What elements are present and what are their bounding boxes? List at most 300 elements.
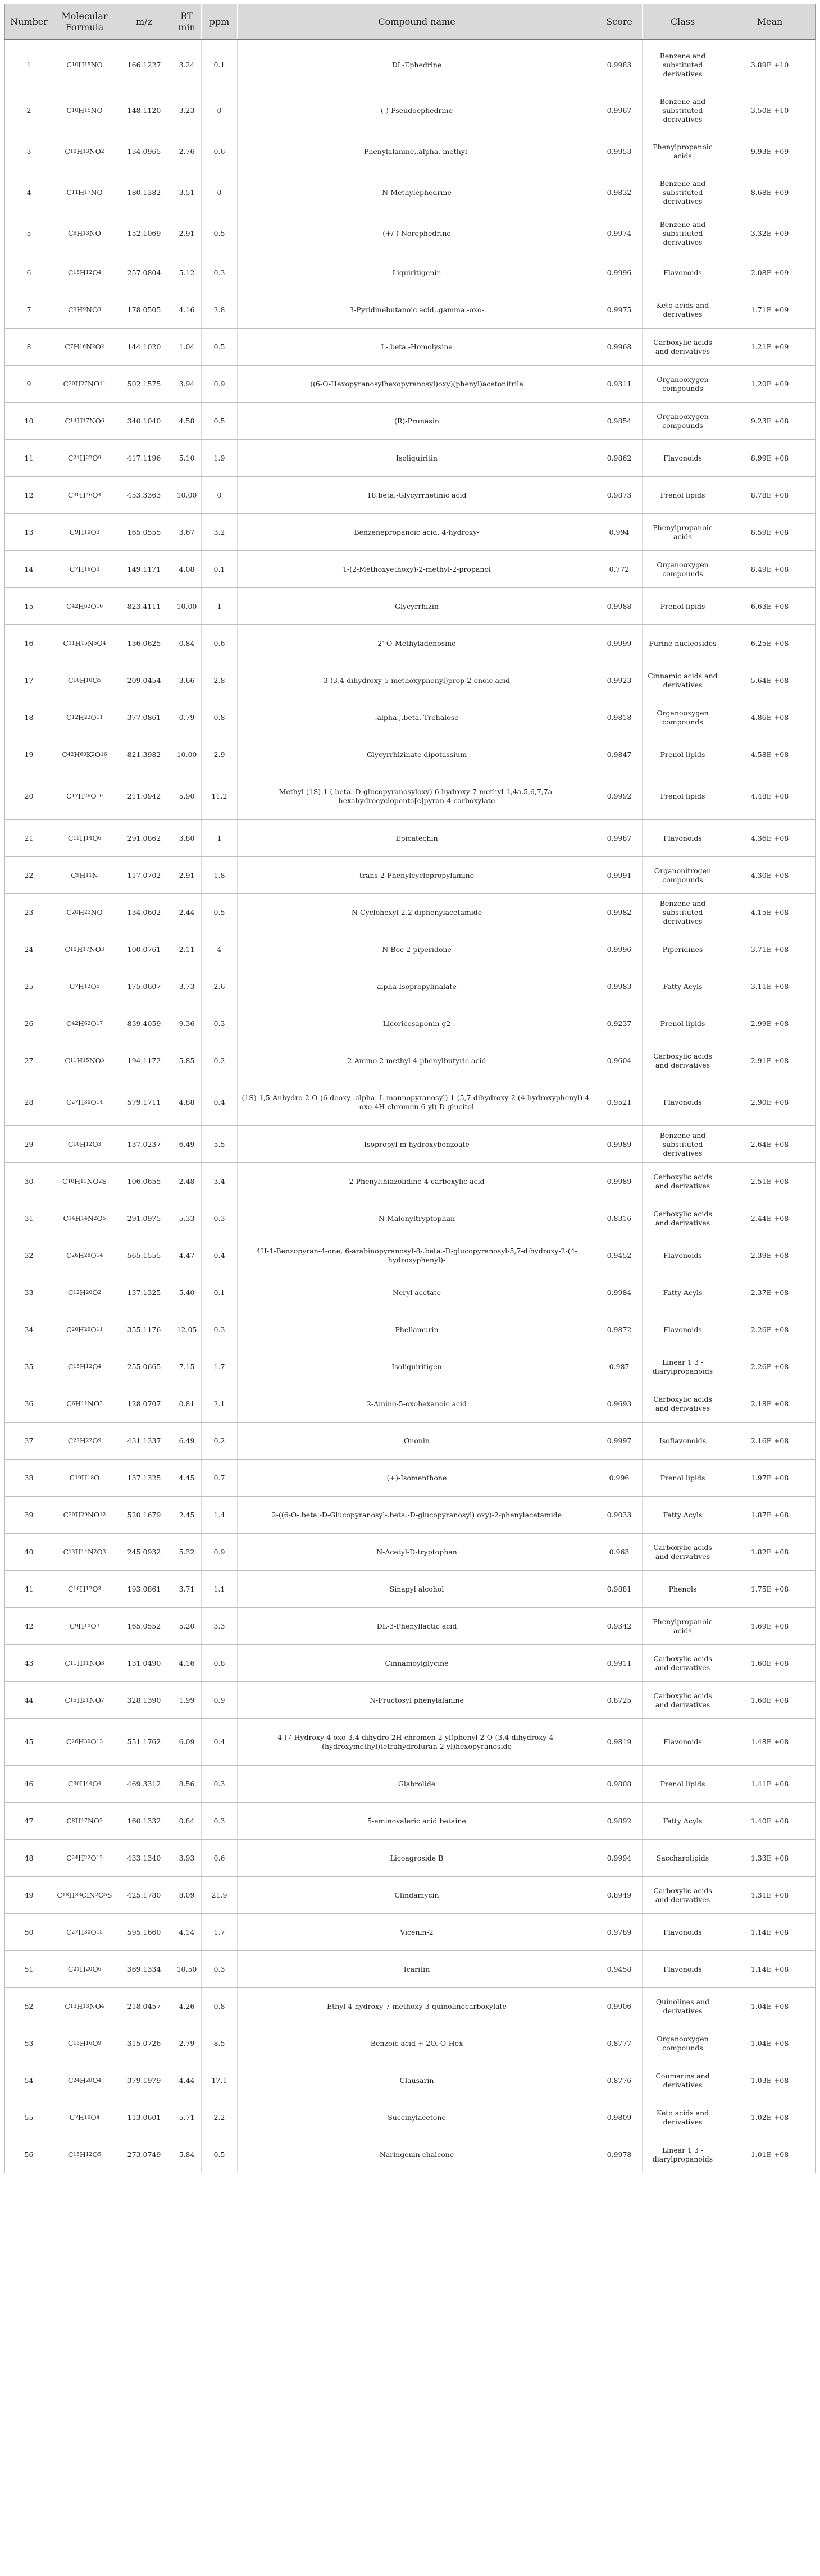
cell-class: Quinolines and derivatives xyxy=(643,1988,723,2025)
cell-class: Keto acids and derivatives xyxy=(643,2099,723,2136)
cell-mz: 113.0601 xyxy=(116,2099,172,2136)
cell-score: 0.9923 xyxy=(596,662,643,699)
cell-rt: 5.20 xyxy=(172,1608,202,1644)
cell-mz: 128.0707 xyxy=(116,1385,172,1422)
cell-rt: 2.79 xyxy=(172,2025,202,2062)
cell-class: Benzene and substituted derivatives xyxy=(643,90,723,131)
cell-rt: 4.16 xyxy=(172,1645,202,1681)
cell-score: 0.9983 xyxy=(596,968,643,1005)
cell-formula: C 10 H 15 NO xyxy=(53,40,116,90)
cell-formula: C 9 H 10 O 3 xyxy=(53,514,116,550)
cell-formula: C 20 H 23 NO xyxy=(53,894,116,931)
cell-mz: 160.1332 xyxy=(116,1803,172,1839)
cell-compound-name: Isoliquiritin xyxy=(238,440,596,476)
cell-formula: C 7 H 10 O 4 xyxy=(53,2099,116,2136)
cell-mean: 1.75E +08 xyxy=(750,1584,789,1593)
table-row xyxy=(4,1497,816,1534)
table-row xyxy=(4,1840,816,1877)
cell-compound-name: Benzoic acid + 2O, O-Hex xyxy=(238,2025,596,2062)
cell-number: 7 xyxy=(5,291,53,328)
cell-class: Linear 1 3 - diarylpropanoids xyxy=(643,1348,723,1385)
cell-mz: 194.1172 xyxy=(116,1042,172,1079)
cell-formula: C 13 H 13 NO 4 xyxy=(53,1988,116,2025)
table-row xyxy=(4,1682,816,1719)
cell-compound-name: 1-(2-Methoxyethoxy)-2-methyl-2-propanol xyxy=(238,551,596,587)
cell-score: 0.9342 xyxy=(596,1608,643,1644)
cell-class: Coumarins and derivatives xyxy=(643,2062,723,2099)
cell-mz: 502.1575 xyxy=(116,366,172,402)
cell-rt: 2.44 xyxy=(172,894,202,931)
cell-compound-name: Icaritin xyxy=(238,1951,596,1987)
cell-number: 43 xyxy=(5,1645,53,1681)
cell-score: 0.9991 xyxy=(596,857,643,893)
cell-mean: 1.97E +08 xyxy=(750,1473,789,1482)
cell-formula: C 10 H 18 O xyxy=(53,1460,116,1496)
table-row xyxy=(4,1719,816,1766)
cell-mz: 595.1660 xyxy=(116,1914,172,1950)
table-row xyxy=(4,2062,816,2099)
cell-formula: C 21 H 20 O 6 xyxy=(53,1951,116,1987)
table-row xyxy=(4,514,816,551)
cell-score: 0.9832 xyxy=(596,172,643,213)
cell-number: 50 xyxy=(5,1914,53,1950)
cell-compound-name: Glabrolide xyxy=(238,1766,596,1802)
cell-mean: 2.51E +08 xyxy=(750,1177,789,1186)
cell-ppm: 0.7 xyxy=(202,1460,238,1496)
cell-mean: 4.58E +08 xyxy=(750,750,789,759)
cell-compound-name: Isoliquiritigen xyxy=(238,1348,596,1385)
cell-score: 0.9996 xyxy=(596,254,643,291)
cell-compound-name: Ethyl 4-hydroxy-7-methoxy-3-quinolinecarboxylate xyxy=(238,1988,596,2025)
header-class: Class xyxy=(643,4,723,39)
cell-class: Purine nucleosides xyxy=(643,625,723,662)
cell-class: Flavonoids xyxy=(643,1311,723,1348)
cell-compound-name: 3-Pyridinebutanoic acid,.gamma.-oxo- xyxy=(238,291,596,328)
cell-mean: 3.71E +08 xyxy=(750,945,789,954)
cell-mean: 8.59E +08 xyxy=(750,527,789,536)
cell-mz: 340.1040 xyxy=(116,403,172,439)
cell-ppm: 1.8 xyxy=(202,857,238,893)
header-number: Number xyxy=(5,4,53,39)
cell-score: 0.8316 xyxy=(596,1200,643,1237)
cell-score: 0.9984 xyxy=(596,1274,643,1311)
table-row xyxy=(4,366,816,403)
cell-mz: 433.1340 xyxy=(116,1840,172,1876)
cell-class: Benzene and substituted derivatives xyxy=(643,894,723,931)
cell-formula: C 6 H 11 NO 3 xyxy=(53,1385,116,1422)
cell-score: 0.9458 xyxy=(596,1951,643,1987)
cell-mz: 209.0454 xyxy=(116,662,172,699)
cell-class: Carboxylic acids and derivatives xyxy=(643,1877,723,1913)
cell-mz: 379.1979 xyxy=(116,2062,172,2099)
cell-formula: C 15 H 14 O 6 xyxy=(53,820,116,856)
cell-rt: 2.76 xyxy=(172,131,202,172)
cell-rt: 3.23 xyxy=(172,90,202,131)
cell-ppm: 0.2 xyxy=(202,1423,238,1459)
cell-rt: 10.00 xyxy=(172,736,202,773)
cell-mz: 134.0965 xyxy=(116,131,172,172)
cell-mean: 2.18E +08 xyxy=(750,1399,789,1408)
cell-compound-name: Ononin xyxy=(238,1423,596,1459)
table-row xyxy=(4,551,816,588)
cell-mean: 3.32E +09 xyxy=(750,229,789,238)
table-row xyxy=(4,1608,816,1645)
cell-ppm: 1.7 xyxy=(202,1914,238,1950)
cell-mz: 136.0625 xyxy=(116,625,172,662)
cell-formula: C 15 H 21 NO 7 xyxy=(53,1682,116,1718)
cell-ppm: 3.3 xyxy=(202,1608,238,1644)
cell-number: 10 xyxy=(5,403,53,439)
cell-ppm: 0 xyxy=(202,90,238,131)
cell-mz: 431.1337 xyxy=(116,1423,172,1459)
cell-mz: 165.0552 xyxy=(116,1608,172,1644)
cell-mean: 2.16E +08 xyxy=(750,1436,789,1445)
header-mean: Mean xyxy=(757,16,783,27)
cell-mz: 369.1334 xyxy=(116,1951,172,1987)
cell-ppm: 17.1 xyxy=(202,2062,238,2099)
cell-mean: 4.30E +08 xyxy=(750,870,789,879)
cell-class: Prenol lipids xyxy=(643,477,723,513)
cell-mean: 1.33E +08 xyxy=(750,1853,789,1862)
cell-compound-name: N-Boc-2-piperidone xyxy=(238,931,596,968)
cell-rt: 9.36 xyxy=(172,1005,202,1042)
cell-score: 0.9789 xyxy=(596,1914,643,1950)
cell-score: 0.8776 xyxy=(596,2062,643,2099)
table-row xyxy=(4,2099,816,2136)
header-score: Score xyxy=(596,4,643,39)
cell-mean: 1.87E +08 xyxy=(750,1510,789,1519)
cell-rt: 3.93 xyxy=(172,1840,202,1876)
cell-mean: 1.48E +08 xyxy=(750,1738,789,1746)
cell-rt: 1.04 xyxy=(172,329,202,365)
cell-ppm: 21.9 xyxy=(202,1877,238,1913)
cell-mz: 821.3982 xyxy=(116,736,172,773)
cell-ppm: 0.6 xyxy=(202,131,238,172)
cell-score: 0.9953 xyxy=(596,131,643,172)
table-row xyxy=(4,1348,816,1385)
cell-formula: C 7 H 16 N 2 O 2 xyxy=(53,329,116,365)
cell-rt: 3.67 xyxy=(172,514,202,550)
cell-number: 45 xyxy=(5,1719,53,1765)
cell-class: Carboxylic acids and derivatives xyxy=(643,1163,723,1200)
cell-formula: C 9 H 13 NO xyxy=(53,213,116,254)
cell-compound-name: Sinapyl alcohol xyxy=(238,1571,596,1607)
cell-mz: 137.1325 xyxy=(116,1460,172,1496)
cell-formula: C 10 H 12 O 3 xyxy=(53,1571,116,1607)
cell-compound-name: Vicenin-2 xyxy=(238,1914,596,1950)
cell-mean: 1.71E +09 xyxy=(750,305,789,314)
table-row xyxy=(4,1126,816,1163)
cell-score: 0.9521 xyxy=(596,1079,643,1125)
table-row xyxy=(4,736,816,773)
header-mz: m/z xyxy=(116,4,172,39)
cell-ppm: 1.1 xyxy=(202,1571,238,1607)
cell-mz: 137.1325 xyxy=(116,1274,172,1311)
table-row xyxy=(4,1079,816,1126)
cell-mean: 1.04E +08 xyxy=(750,2001,789,2010)
cell-compound-name: Clausarin xyxy=(238,2062,596,2099)
cell-compound-name: Isopropyl m-hydroxybenzoate xyxy=(238,1126,596,1162)
cell-ppm: 3.4 xyxy=(202,1163,238,1200)
table-row xyxy=(4,1803,816,1840)
cell-number: 16 xyxy=(5,625,53,662)
cell-mean: 2.90E +08 xyxy=(750,1098,789,1106)
cell-rt: 3.51 xyxy=(172,172,202,213)
cell-score: 0.9809 xyxy=(596,2099,643,2136)
cell-mean: 1.21E +09 xyxy=(750,342,789,351)
cell-number: 44 xyxy=(5,1682,53,1718)
cell-rt: 5.85 xyxy=(172,1042,202,1079)
cell-number: 15 xyxy=(5,588,53,624)
cell-mean: 1.60E +08 xyxy=(750,1658,789,1667)
cell-score: 0.994 xyxy=(596,514,643,550)
cell-formula: C 11 H 15 N 5 O 4 xyxy=(53,625,116,662)
compound-table xyxy=(4,4,816,2173)
cell-rt: 4.26 xyxy=(172,1988,202,2025)
cell-score: 0.9873 xyxy=(596,477,643,513)
cell-score: 0.9881 xyxy=(596,1571,643,1607)
cell-mz: 165.0555 xyxy=(116,514,172,550)
cell-formula: C 9 H 11 N xyxy=(53,857,116,893)
cell-class: Prenol lipids xyxy=(643,736,723,773)
cell-rt: 2.91 xyxy=(172,213,202,254)
table-row xyxy=(4,254,816,291)
cell-mean: 8.49E +08 xyxy=(750,564,789,573)
cell-rt: 5.40 xyxy=(172,1274,202,1311)
cell-rt: 0.79 xyxy=(172,699,202,736)
cell-ppm: 0.3 xyxy=(202,1766,238,1802)
cell-rt: 1.99 xyxy=(172,1682,202,1718)
cell-formula: C 13 H 16 O 9 xyxy=(53,2025,116,2062)
header-formula: Molecular Formula xyxy=(53,4,116,39)
cell-mz: 355.1176 xyxy=(116,1311,172,1348)
cell-compound-name: ((6-O-Hexopyranosylhexopyranosyl)oxy)(phenyl)acetonitrile xyxy=(238,366,596,402)
cell-mz: 257.0804 xyxy=(116,254,172,291)
cell-mean: 1.02E +08 xyxy=(750,2113,789,2122)
cell-formula: C 42 H 62 O 16 xyxy=(53,588,116,624)
cell-rt: 2.11 xyxy=(172,931,202,968)
cell-mz: 245.0932 xyxy=(116,1534,172,1570)
table-header xyxy=(4,4,816,40)
cell-mean: 3.11E +08 xyxy=(750,982,789,991)
cell-mean: 1.20E +09 xyxy=(750,379,789,388)
cell-ppm: 0.5 xyxy=(202,894,238,931)
cell-rt: 4.08 xyxy=(172,551,202,587)
cell-compound-name: Phenylalanine,.alpha.-methyl- xyxy=(238,131,596,172)
cell-ppm: 0.8 xyxy=(202,1645,238,1681)
cell-formula: C 30 H 44 O 4 xyxy=(53,1766,116,1802)
cell-score: 0.9311 xyxy=(596,366,643,402)
cell-rt: 10.00 xyxy=(172,477,202,513)
table-row xyxy=(4,857,816,894)
cell-number: 24 xyxy=(5,931,53,968)
header-compound-name: Compound name xyxy=(238,4,596,39)
table-row xyxy=(4,2025,816,2062)
cell-mz: 152.1069 xyxy=(116,213,172,254)
cell-formula: C 42 H 60 K 2 O 16 xyxy=(53,736,116,773)
cell-score: 0.9989 xyxy=(596,1163,643,1200)
cell-rt: 7.15 xyxy=(172,1348,202,1385)
table-row xyxy=(4,1237,816,1274)
cell-compound-name: 2-Amino-5-oxohexanoic acid xyxy=(238,1385,596,1422)
cell-formula: C 30 H 46 O 4 xyxy=(53,477,116,513)
cell-formula: C 20 H 20 O 11 xyxy=(53,1311,116,1348)
table-row xyxy=(4,820,816,857)
cell-score: 0.9992 xyxy=(596,773,643,819)
cell-score: 0.9862 xyxy=(596,440,643,476)
cell-number: 29 xyxy=(5,1126,53,1162)
table-row xyxy=(4,291,816,329)
table-row xyxy=(4,131,816,172)
cell-compound-name: Licoagroside B xyxy=(238,1840,596,1876)
cell-formula: C 8 H 17 NO 2 xyxy=(53,1803,116,1839)
cell-class: Saccharolipids xyxy=(643,1840,723,1876)
cell-ppm: 0.6 xyxy=(202,625,238,662)
cell-class: Benzene and substituted derivatives xyxy=(643,213,723,254)
cell-rt: 5.32 xyxy=(172,1534,202,1570)
cell-compound-name: Licoricesaponin g2 xyxy=(238,1005,596,1042)
cell-ppm: 0.4 xyxy=(202,1719,238,1765)
cell-formula: C 22 H 22 O 9 xyxy=(53,1423,116,1459)
cell-formula: C 20 H 27 NO 11 xyxy=(53,366,116,402)
cell-ppm: 0.1 xyxy=(202,1274,238,1311)
table-row xyxy=(4,625,816,662)
cell-compound-name: 3-(3,4-dihydroxy-5-methoxyphenyl)prop-2-enoic acid xyxy=(238,662,596,699)
cell-mz: 417.1196 xyxy=(116,440,172,476)
cell-mz: 137.0237 xyxy=(116,1126,172,1162)
cell-class: Organooxygen compounds xyxy=(643,366,723,402)
cell-formula: C 9 H 10 O 3 xyxy=(53,1608,116,1644)
cell-number: 18 xyxy=(5,699,53,736)
cell-number: 21 xyxy=(5,820,53,856)
cell-rt: 3.80 xyxy=(172,820,202,856)
cell-mean: 1.14E +08 xyxy=(750,1927,789,1936)
table-row xyxy=(4,1914,816,1951)
table-row xyxy=(4,968,816,1005)
cell-score: 0.9968 xyxy=(596,329,643,365)
cell-rt: 8.56 xyxy=(172,1766,202,1802)
cell-class: Phenylpropanoic acids xyxy=(643,1608,723,1644)
cell-compound-name: Methyl (1S)-1-(.beta.-D-glucopyranosyloxy)-6-hydroxy-7-methyl-1,4a,5,6,7,7a-hexahydrocyclopenta[c]pyran-4-carboxylate xyxy=(238,773,596,819)
cell-ppm: 0.4 xyxy=(202,1079,238,1125)
cell-score: 0.772 xyxy=(596,551,643,587)
cell-mean: 1.03E +08 xyxy=(750,2076,789,2085)
table-row xyxy=(4,1460,816,1497)
cell-compound-name: 4H-1-Benzopyran-4-one, 6-arabinopyranosyl-8-.beta.-D-glucopyranosyl-5,7-dihydroxy-2-(4-hydroxyphenyl)- xyxy=(238,1237,596,1274)
cell-score: 0.9808 xyxy=(596,1766,643,1802)
cell-class: Prenol lipids xyxy=(643,1460,723,1496)
cell-mz: 255.0665 xyxy=(116,1348,172,1385)
cell-number: 11 xyxy=(5,440,53,476)
cell-number: 1 xyxy=(5,40,53,90)
cell-formula: C 15 H 12 O 4 xyxy=(53,1348,116,1385)
cell-compound-name: Cinnamoylglycine xyxy=(238,1645,596,1681)
cell-number: 48 xyxy=(5,1840,53,1876)
cell-mz: 551.1762 xyxy=(116,1719,172,1765)
cell-ppm: 2.6 xyxy=(202,968,238,1005)
cell-rt: 3.66 xyxy=(172,662,202,699)
cell-mz: 469.3312 xyxy=(116,1766,172,1802)
cell-class: Carboxylic acids and derivatives xyxy=(643,329,723,365)
cell-formula: C 24 H 28 O 4 xyxy=(53,2062,116,2099)
cell-compound-name: (1S)-1,5-Anhydro-2-O-(6-deoxy-.alpha.-L-mannopyranosyl)-1-(5,7-dihydroxy-2-(4-hydroxyphenyl)-4-oxo-4H-chromen-6-yl)-D-glucitol xyxy=(238,1079,596,1125)
cell-ppm: 1.7 xyxy=(202,1348,238,1385)
table-body xyxy=(4,40,816,2173)
cell-mean: 1.01E +08 xyxy=(750,2150,789,2159)
cell-ppm: 2.2 xyxy=(202,2099,238,2136)
cell-formula: C 26 H 28 O 14 xyxy=(53,1237,116,1274)
cell-compound-name: Glycyrrhizinate dipotassium xyxy=(238,736,596,773)
cell-number: 2 xyxy=(5,90,53,131)
cell-compound-name: Phellamurin xyxy=(238,1311,596,1348)
cell-ppm: 0 xyxy=(202,477,238,513)
cell-mean: 2.44E +08 xyxy=(750,1214,789,1223)
cell-mean: 8.99E +08 xyxy=(750,453,789,462)
cell-rt: 3.94 xyxy=(172,366,202,402)
cell-number: 53 xyxy=(5,2025,53,2062)
cell-class: Cinnamic acids and derivatives xyxy=(643,662,723,699)
cell-number: 25 xyxy=(5,968,53,1005)
cell-compound-name: Succinylacetone xyxy=(238,2099,596,2136)
cell-rt: 6.09 xyxy=(172,1719,202,1765)
cell-class: Carboxylic acids and derivatives xyxy=(643,1682,723,1718)
cell-class: Prenol lipids xyxy=(643,1766,723,1802)
cell-rt: 4.14 xyxy=(172,1914,202,1950)
cell-compound-name: (R)-Prunasin xyxy=(238,403,596,439)
cell-mean: 2.08E +09 xyxy=(750,268,789,277)
cell-mean: 1.41E +08 xyxy=(750,1779,789,1788)
table-row xyxy=(4,1571,816,1608)
cell-score: 0.9988 xyxy=(596,588,643,624)
table-row xyxy=(4,477,816,514)
cell-mz: 134.0602 xyxy=(116,894,172,931)
cell-mean: 6.63E +08 xyxy=(750,601,789,610)
cell-mean: 1.14E +08 xyxy=(750,1964,789,1973)
cell-mz: 425.1780 xyxy=(116,1877,172,1913)
cell-ppm: 0.5 xyxy=(202,2136,238,2173)
cell-number: 26 xyxy=(5,1005,53,1042)
cell-compound-name: N-Fructosyl phenylalanine xyxy=(238,1682,596,1718)
table-row xyxy=(4,329,816,366)
cell-formula: C 15 H 12 O 5 xyxy=(53,2136,116,2173)
cell-score: 0.9847 xyxy=(596,736,643,773)
cell-class: Linear 1 3 - diarylpropanoids xyxy=(643,2136,723,2173)
cell-formula: C 10 H 12 O 3 xyxy=(53,1126,116,1162)
cell-formula: C 15 H 12 O 4 xyxy=(53,254,116,291)
cell-ppm: 0.5 xyxy=(202,403,238,439)
table-row xyxy=(4,931,816,968)
cell-ppm: 2.8 xyxy=(202,662,238,699)
cell-ppm: 0 xyxy=(202,172,238,213)
cell-ppm: 0.9 xyxy=(202,1682,238,1718)
cell-class: Prenol lipids xyxy=(643,588,723,624)
cell-number: 31 xyxy=(5,1200,53,1237)
cell-ppm: 1.9 xyxy=(202,440,238,476)
cell-class: Benzene and substituted derivatives xyxy=(643,40,723,90)
cell-mean: 5.64E +08 xyxy=(750,676,789,685)
cell-class: Carboxylic acids and derivatives xyxy=(643,1534,723,1570)
cell-ppm: 0.8 xyxy=(202,1988,238,2025)
cell-formula: C 17 H 26 O 10 xyxy=(53,773,116,819)
cell-class: Organooxygen compounds xyxy=(643,551,723,587)
cell-score: 0.9819 xyxy=(596,1719,643,1765)
table-row xyxy=(4,213,816,254)
cell-ppm: 0.3 xyxy=(202,1803,238,1839)
cell-formula: C 26 H 30 O 13 xyxy=(53,1719,116,1765)
cell-mz: 839.4059 xyxy=(116,1005,172,1042)
cell-ppm: 0.3 xyxy=(202,1005,238,1042)
cell-formula: C 7 H 16 O 3 xyxy=(53,551,116,587)
